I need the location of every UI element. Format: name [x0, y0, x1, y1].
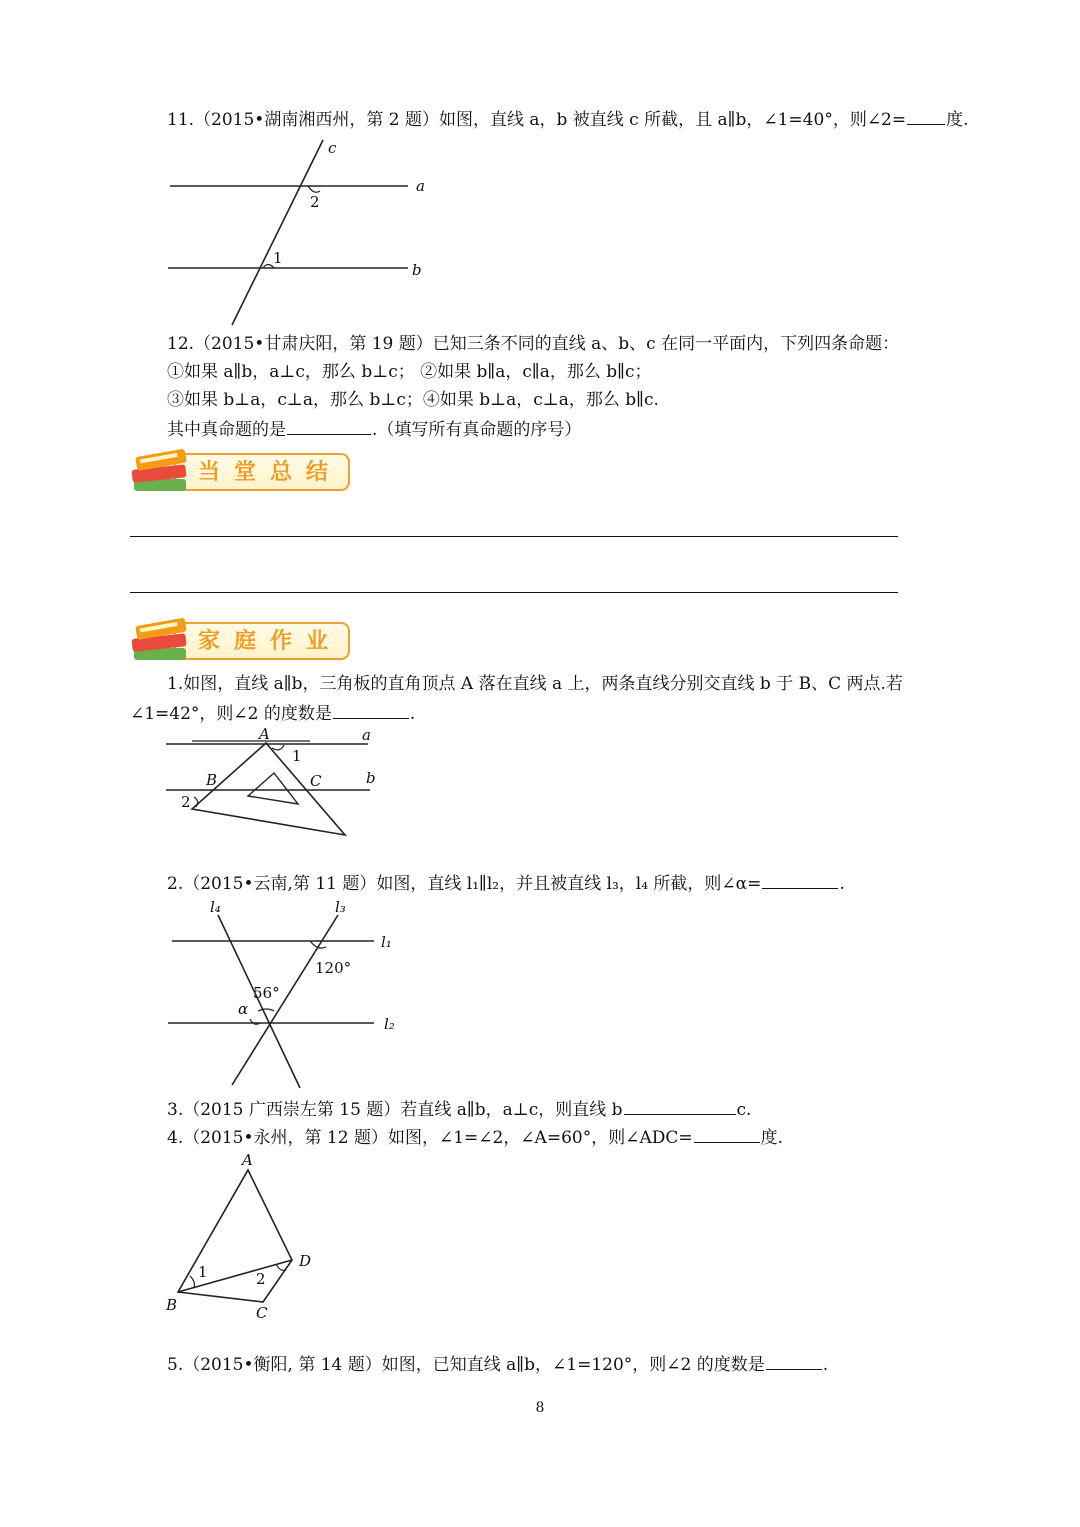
hw4-diagonal-BD	[178, 1260, 292, 1292]
q11-answer-blank	[907, 107, 945, 125]
hw1-label-2: 2	[181, 793, 191, 811]
hw1-triangle-inner	[248, 773, 298, 804]
q11-label-1: 1	[273, 249, 283, 267]
hw4-answer-blank	[694, 1125, 760, 1143]
summary-line-2[interactable]	[130, 592, 898, 593]
hw2-label-l4: l₄	[210, 898, 221, 916]
hw1-label-B: B	[206, 771, 218, 789]
hw4-label-A: A	[242, 1151, 253, 1169]
q11-label-a: a	[416, 177, 425, 195]
hw4-angle-1-arc	[190, 1276, 195, 1288]
hw1-line2: ∠1=42°，则∠2 的度数是 .	[130, 701, 415, 725]
q11-angle-2-arc	[308, 186, 320, 192]
page-number: 8	[535, 1400, 545, 1416]
hw1-angle-1-arc	[272, 745, 284, 750]
q11-text: 11.（2015•湖南湘西州，第 2 题）如图，直线 a，b 被直线 c 所截，且 a∥b，∠1=40°，则∠2= 度.	[167, 107, 969, 131]
hw2-label-l2: l₂	[384, 1015, 395, 1033]
homework-banner-title: 家庭作业	[198, 629, 343, 654]
hw4-label-1: 1	[198, 1263, 208, 1281]
q11-line-c	[232, 140, 323, 325]
hw2-label-alpha: α	[238, 1000, 249, 1018]
homework-banner	[130, 614, 360, 668]
q11-label-b: b	[412, 261, 422, 279]
hw4-label-2: 2	[256, 1270, 266, 1288]
q12-line3: ③如果 b⊥a，c⊥a，那么 b⊥c；④如果 b⊥a，c⊥a，那么 b∥c.	[167, 390, 659, 410]
q11-label-c: c	[328, 139, 337, 157]
q12-line2: ①如果 a∥b，a⊥c，那么 b⊥c； ②如果 b∥a，c∥a，那么 b∥c；	[167, 362, 652, 382]
summary-line-1[interactable]	[130, 536, 898, 537]
hw4-label-B: B	[166, 1296, 178, 1314]
hw1-triangle-outer	[192, 743, 345, 835]
hw1-label-A: A	[259, 725, 270, 743]
hw4-text: 4.（2015•永州，第 12 题）如图，∠1=∠2，∠A=60°，则∠ADC= 度.	[167, 1125, 783, 1149]
hw4-figure	[160, 1150, 330, 1325]
books-icon	[130, 614, 194, 668]
summary-banner-title: 当堂总结	[198, 460, 343, 485]
q12-answer-blank	[287, 417, 371, 435]
q11-label-2: 2	[310, 193, 320, 211]
hw2-label-l3: l₃	[335, 898, 346, 916]
hw2-angle-120-arc	[310, 941, 326, 948]
hw1-line1: 1.如图，直线 a∥b，三角板的直角顶点 A 落在直线 a 上，两条直线分别交直线 b 于 B、C 两点.若	[167, 674, 903, 694]
hw2-label-120: 120°	[315, 959, 352, 977]
q12-line1: 12.（2015•甘肃庆阳，第 19 题）已知三条不同的直线 a、b、c 在同一平面内，下列四条命题：	[167, 334, 900, 354]
q12-line4: 其中真命题的是 .（填写所有真命题的序号）	[167, 417, 581, 441]
hw2-text: 2.（2015•云南,第 11 题）如图，直线 l₁∥l₂，并且被直线 l₃，l₄ 所截，则∠α= .	[167, 871, 845, 895]
hw5-text: 5.（2015•衡阳, 第 14 题）如图，已知直线 a∥b，∠1=120°，则∠2 的度数是 .	[167, 1352, 828, 1376]
hw4-angle-2-arc	[276, 1264, 286, 1270]
hw2-label-l1: l₁	[381, 933, 392, 951]
hw4-label-C: C	[256, 1304, 268, 1322]
hw1-label-a: a	[362, 726, 371, 744]
books-icon	[130, 445, 194, 499]
hw5-answer-blank	[766, 1352, 822, 1370]
hw3-answer-blank	[624, 1097, 736, 1115]
hw4-quadrilateral	[178, 1170, 292, 1302]
hw1-figure	[160, 725, 390, 840]
hw1-answer-blank	[333, 701, 409, 719]
hw2-label-56: 56°	[253, 984, 280, 1002]
hw2-answer-blank	[762, 871, 838, 889]
summary-banner	[130, 445, 360, 499]
hw4-label-D: D	[299, 1252, 312, 1270]
hw1-label-C: C	[310, 772, 322, 790]
q11-figure	[160, 135, 440, 330]
hw1-label-1: 1	[292, 747, 302, 765]
hw1-label-b: b	[366, 769, 376, 787]
hw3-text: 3.（2015 广西崇左第 15 题）若直线 a∥b，a⊥c，则直线 b c.	[167, 1097, 751, 1121]
hw2-angle-56-arc	[258, 1009, 274, 1011]
hw2-figure	[160, 895, 410, 1095]
